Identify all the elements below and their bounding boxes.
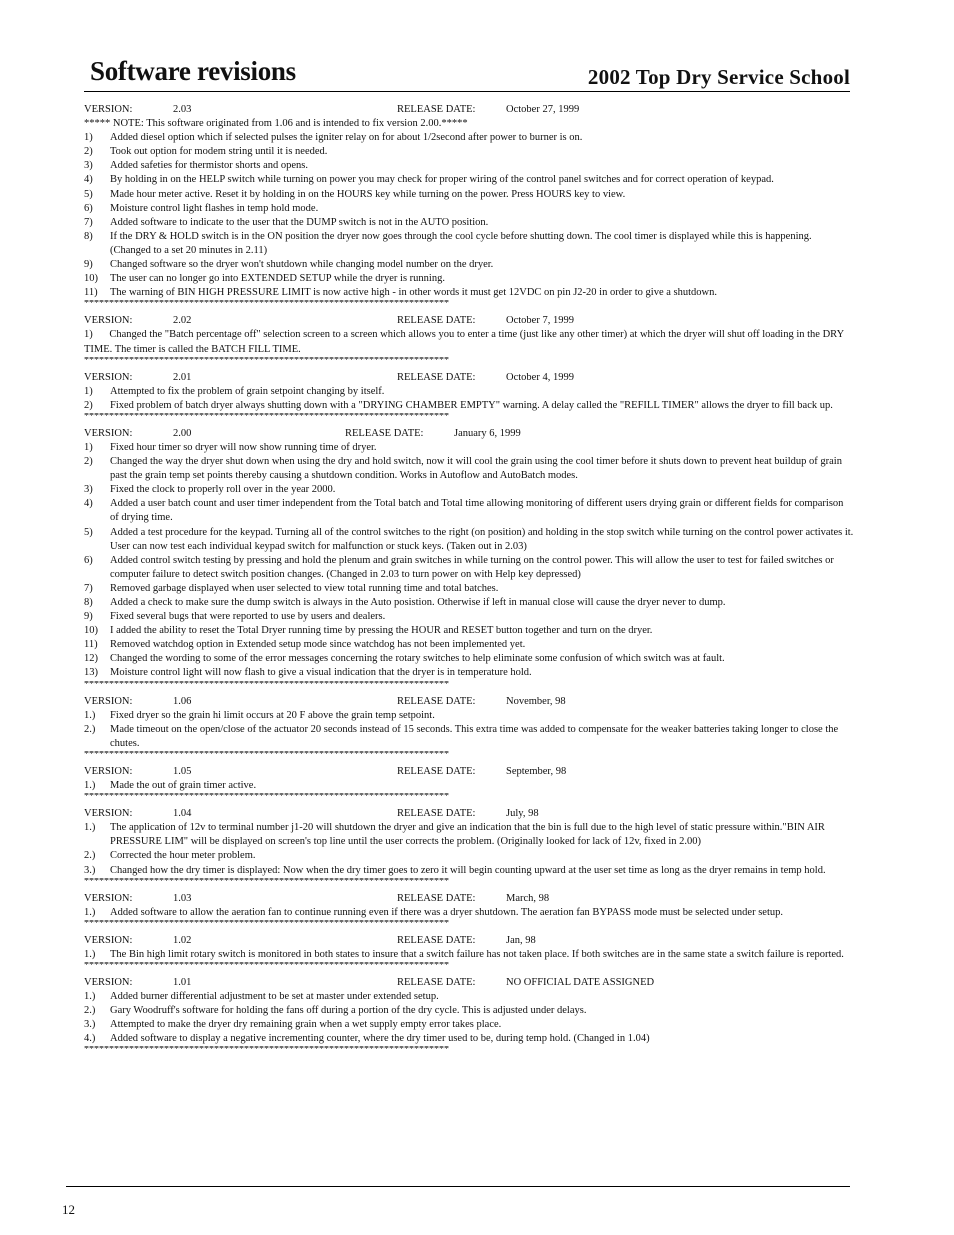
separator-stars: ************************************************************************* <box>84 919 449 928</box>
version-number: 1.05 <box>173 765 192 777</box>
version-line <box>84 765 854 779</box>
release-label: RELEASE DATE: <box>397 765 476 777</box>
item-number: 1) <box>84 132 93 144</box>
release-label: RELEASE DATE: <box>397 104 476 115</box>
version-line <box>84 371 854 385</box>
item-number: 2) <box>84 399 93 411</box>
revision-item <box>84 328 854 356</box>
item-text: Added software to indicate to the user that the DUMP switch is not in the AUTO position. <box>110 216 489 228</box>
release-label: RELEASE DATE: <box>397 976 476 988</box>
item-text: Added a test procedure for the keypad. Turning all of the control switches to the right (on position) and holding in the stop switch while turning on the control power activates it. User can now test each individual keypad switch for malfunction or stuck keys. (Taken out in 2.03) <box>110 526 854 552</box>
page-subtitle: 2002 Top Dry Service School <box>587 65 850 89</box>
release-date: November, 98 <box>506 695 566 707</box>
revision-item <box>84 483 854 497</box>
revision-item <box>84 723 854 751</box>
revision-item <box>84 159 854 173</box>
revision-section <box>84 314 854 364</box>
separator-stars: ************************************************************************* <box>84 356 449 365</box>
item-text: The warning of BIN HIGH PRESSURE LIMIT is now active high - in other words it must get 12VDC on pin J2-20 in order to give a shutdown. <box>110 287 717 299</box>
item-number: 11) <box>84 639 98 651</box>
item-text: Attempted to fix the problem of grain setpoint changing by itself. <box>110 385 385 397</box>
revision-item <box>84 582 854 596</box>
revision-item <box>84 821 854 849</box>
version-line <box>84 807 854 821</box>
item-text: Removed garbage displayed when user selected to view total running time and total batches. <box>110 582 499 594</box>
revision-section <box>84 765 854 801</box>
version-label: VERSION: <box>84 695 133 707</box>
version-label: VERSION: <box>84 427 133 439</box>
release-date: March, 98 <box>506 892 550 904</box>
item-text: Corrected the hour meter problem. <box>110 850 256 862</box>
version-line <box>84 892 854 906</box>
item-text: Added software to display a negative incrementing counter, where the dry timer used to be, during temp hold. (Changed in 1.04) <box>110 1033 650 1045</box>
item-text: Fixed problem of batch dryer always shutting down with a "DRYING CHAMBER EMPTY" warning. A delay called the "REFILL TIMER" allows the dryer to fill back up. <box>110 399 833 411</box>
item-text: Made timeout on the open/close of the actuator 20 seconds instead of 15 seconds. This extra time was added to compensate for the weaker batteries taking longer to close the chutes. <box>110 723 839 749</box>
item-number: 1.) <box>84 906 96 918</box>
separator-stars: ************************************************************************* <box>84 300 449 309</box>
item-number: 1) <box>84 441 93 453</box>
revision-section <box>84 695 854 759</box>
version-label: VERSION: <box>84 315 133 327</box>
item-number: 3.) <box>84 864 96 876</box>
item-number: 1.) <box>84 948 96 960</box>
revision-item <box>84 1032 854 1046</box>
item-number: 6) <box>84 202 93 214</box>
revision-item <box>84 1004 854 1018</box>
item-text: Changed the wording to some of the error messages concerning the rotary switches to help eliminate some confusion of which switch was at fault. <box>110 653 725 665</box>
item-number: 8) <box>84 230 93 242</box>
item-number: 1.) <box>84 780 96 792</box>
item-text: Added control switch testing by pressing and hold the plenum and grain switches in while turning on the control power. This will allow the user to test for failed switches or computer failure to detect switch position changes. (Changed in 2.03 to turn power on with Help key depressed) <box>110 554 834 580</box>
release-date: September, 98 <box>506 765 567 777</box>
revision-item <box>84 145 854 159</box>
version-number: 2.02 <box>173 315 192 327</box>
version-number: 2.01 <box>173 371 192 383</box>
separator-stars: ************************************************************************* <box>84 412 449 421</box>
page-title: Software revisions <box>90 56 296 86</box>
version-line <box>84 427 854 441</box>
item-number: 2.) <box>84 1005 96 1017</box>
release-date: July, 98 <box>506 808 539 820</box>
separator-stars: ************************************************************************* <box>84 680 449 689</box>
item-text: Changed how the dry timer is displayed: Now when the dry timer goes to zero it will begin counting upward at the user set time as long as the dryer remains in temp hold. <box>110 864 826 876</box>
revision-item <box>84 624 854 638</box>
revision-note: ***** NOTE: This software originated from 1.06 and is intended to fix version 2.00.***** <box>84 118 468 130</box>
revision-item <box>84 202 854 216</box>
item-number: 2) <box>84 456 93 468</box>
item-text: Changed the "Batch percentage off" selection screen to a screen which allows you to enter a time (just like any other timer) at which the dryer will shut off loading in the DRY TIME. The timer is called the BATCH FILL TIME. <box>84 329 844 355</box>
item-text: Added software to allow the aeration fan to continue running even if there was a dryer shutdown. The aeration fan BYPASS mode must be selected under setup. <box>110 906 783 918</box>
item-number: 12) <box>84 653 98 665</box>
revision-item <box>84 497 854 525</box>
version-number: 1.06 <box>173 695 192 707</box>
revision-item <box>84 864 854 878</box>
item-text: I added the ability to reset the Total Dryer running time by pressing the HOUR and RESET button together and turn on the dryer. <box>110 625 653 637</box>
version-label: VERSION: <box>84 765 133 777</box>
item-text: Added a user batch count and user timer independent from the Total batch and Total time allowing monitoring of different users drying grain or different fields for comparison of drying time. <box>110 498 844 524</box>
item-number: 1.) <box>84 822 96 834</box>
item-text: Fixed dryer so the grain hi limit occurs at 20 F above the grain temp setpoint. <box>110 709 435 721</box>
version-label: VERSION: <box>84 934 133 946</box>
revision-item <box>84 779 854 793</box>
release-label: RELEASE DATE: <box>397 315 476 327</box>
release-label: RELEASE DATE: <box>397 695 476 707</box>
item-number: 9) <box>84 259 93 271</box>
item-number: 5) <box>84 526 93 538</box>
separator-stars: ************************************************************************* <box>84 750 449 759</box>
item-text: Attempted to make the dryer dry remaining grain when a wet supply empty error takes place. <box>110 1019 502 1031</box>
revision-item <box>84 258 854 272</box>
item-text: Added safeties for thermistor shorts and opens. <box>110 160 308 172</box>
version-line <box>84 314 854 328</box>
item-number: 3.) <box>84 1019 96 1031</box>
item-text: Fixed the clock to properly roll over in the year 2000. <box>110 484 336 496</box>
separator-stars: ************************************************************************* <box>84 877 449 886</box>
item-text: Moisture control light flashes in temp hold mode. <box>110 202 319 214</box>
version-label: VERSION: <box>84 976 133 988</box>
revision-item <box>84 399 854 413</box>
version-line <box>84 103 854 117</box>
item-text: Made the out of grain timer active. <box>110 780 257 792</box>
item-number: 2.) <box>84 723 96 735</box>
version-number: 1.03 <box>173 892 192 904</box>
release-date: October 27, 1999 <box>506 104 580 115</box>
revision-item <box>84 1018 854 1032</box>
revision-item <box>84 709 854 723</box>
item-text: Moisture control light will now flash to give a visual indication that the dryer is in temperature hold. <box>110 667 532 679</box>
revision-item <box>84 610 854 624</box>
revision-item <box>84 906 854 920</box>
item-text: Fixed several bugs that were reported to use by users and dealers. <box>110 611 386 623</box>
release-label: RELEASE DATE: <box>397 934 476 946</box>
revisions-list <box>84 103 854 1060</box>
version-label: VERSION: <box>84 808 133 820</box>
item-number: 6) <box>84 554 93 566</box>
item-text: Changed software so the dryer won't shutdown while changing model number on the dryer. <box>110 259 494 271</box>
item-text: Added diesel option which if selected pulses the igniter relay on for about 1/2second after power to burner is on. <box>110 132 583 144</box>
revision-item <box>84 596 854 610</box>
item-text: Changed the way the dryer shut down when using the dry and hold switch, now it will cool the grain using the cool timer before it shuts down to prevent heat buildup of grain past the grain temp set points thereby causing a shutdown condition. Works in Autoflow and AutoBatch modes. <box>110 456 842 482</box>
item-number: 10) <box>84 625 98 637</box>
separator-stars: ************************************************************************* <box>84 793 449 802</box>
release-label: RELEASE DATE: <box>397 808 476 820</box>
version-line <box>84 695 854 709</box>
header-rule <box>84 91 850 92</box>
item-text: The user can no longer go into EXTENDED SETUP while the dryer is running. <box>110 273 445 285</box>
item-text: Made hour meter active. Reset it by holding in on the HOURS key while turning on the power. Press HOURS key to view. <box>110 188 626 200</box>
release-date: January 6, 1999 <box>454 427 521 439</box>
revision-item <box>84 990 854 1004</box>
item-number: 13) <box>84 667 98 679</box>
release-date: Jan, 98 <box>506 934 536 946</box>
item-text: Removed watchdog option in Extended setup mode since watchdog has not been implemented yet. <box>110 639 526 651</box>
item-number: 1.) <box>84 991 96 1003</box>
item-text: Took out option for modem string until it is needed. <box>110 146 328 158</box>
revision-item <box>84 173 854 187</box>
version-number: 2.03 <box>173 104 192 115</box>
version-number: 2.00 <box>173 427 192 439</box>
revision-item <box>84 849 854 863</box>
item-text: If the DRY & HOLD switch is in the ON position the dryer now goes through the cool cycle before shutting down. The cool timer is displayed while this is happening. (Changed to a set 20 minutes in 2.11) <box>110 230 812 256</box>
item-number: 2) <box>84 146 93 158</box>
revision-section <box>84 371 854 421</box>
item-text: Added burner differential adjustment to be set at master under extended setup. <box>110 991 439 1003</box>
item-text: Gary Woodruff's software for holding the fans off during a portion of the dry cycle. This is adjusted under delays. <box>110 1005 587 1017</box>
version-line <box>84 934 854 948</box>
release-label: RELEASE DATE: <box>345 427 424 439</box>
revision-item <box>84 554 854 582</box>
revision-item <box>84 385 854 399</box>
release-date: October 4, 1999 <box>506 371 574 383</box>
revision-item <box>84 948 854 962</box>
footer-rule <box>66 1186 850 1187</box>
item-number: 9) <box>84 611 93 623</box>
version-label: VERSION: <box>84 371 133 383</box>
item-number: 4) <box>84 498 93 510</box>
revision-section <box>84 807 854 885</box>
revision-item <box>84 526 854 554</box>
item-number: 5) <box>84 188 93 200</box>
revision-item <box>84 131 854 145</box>
separator-stars: ************************************************************************* <box>84 1046 449 1055</box>
page-number: 12 <box>62 1202 75 1217</box>
item-text: Added a check to make sure the dump switch is always in the Auto posistion. Otherwise if left in manual close will cause the dryer never to dump. <box>110 597 726 608</box>
revision-item <box>84 188 854 202</box>
revision-item <box>84 272 854 286</box>
revision-section <box>84 934 854 970</box>
separator-stars: ************************************************************************* <box>84 961 449 970</box>
revision-section <box>84 892 854 928</box>
release-date: NO OFFICIAL DATE ASSIGNED <box>506 976 655 988</box>
item-number: 3) <box>84 160 93 172</box>
version-number: 1.02 <box>173 934 192 946</box>
release-label: RELEASE DATE: <box>397 371 476 383</box>
version-number: 1.04 <box>173 808 192 820</box>
revision-item <box>84 666 854 680</box>
item-number: 4.) <box>84 1033 96 1045</box>
revision-section <box>84 103 854 308</box>
item-text: Fixed hour timer so dryer will now show running time of dryer. <box>110 441 377 453</box>
revision-item <box>84 652 854 666</box>
revision-item <box>84 638 854 652</box>
version-line <box>84 976 854 990</box>
item-number: 1) <box>84 385 93 397</box>
revision-item <box>84 286 854 300</box>
item-number: 2.) <box>84 850 96 862</box>
item-text: By holding in on the HELP switch while turning on power you may check for proper wiring of the control panel switches and for correct operation of keypad. <box>110 174 774 186</box>
release-date: October 7, 1999 <box>506 315 574 327</box>
item-number: 3) <box>84 484 93 496</box>
item-number: 7) <box>84 582 93 594</box>
revision-section <box>84 976 854 1054</box>
item-number: 1.) <box>84 709 96 721</box>
revision-item <box>84 230 854 258</box>
version-number: 1.01 <box>173 976 192 988</box>
revision-item <box>84 216 854 230</box>
item-text: The Bin high limit rotary switch is monitored in both states to insure that a switch failure has not taken place. If both switches are in the same state a switch failure is reported. <box>110 948 844 960</box>
item-number: 8) <box>84 597 93 608</box>
item-number: 11) <box>84 287 98 299</box>
revision-item <box>84 455 854 483</box>
item-number: 7) <box>84 216 93 228</box>
revision-section <box>84 427 854 689</box>
item-text: The application of 12v to terminal number j1-20 will shutdown the dryer and give an indication that the bin is full due to the high level of static pressure within."BIN AIR PRESSURE LIM" will be displayed on screen's top line until the user corrects the problem. (Originally looked for lack of 12v, fixed in 2.00) <box>110 822 825 848</box>
item-number: 4) <box>84 174 93 186</box>
version-label: VERSION: <box>84 104 133 115</box>
release-label: RELEASE DATE: <box>397 892 476 904</box>
version-label: VERSION: <box>84 892 133 904</box>
item-number: 1) <box>84 329 93 341</box>
item-number: 10) <box>84 273 98 285</box>
revision-item <box>84 441 854 455</box>
